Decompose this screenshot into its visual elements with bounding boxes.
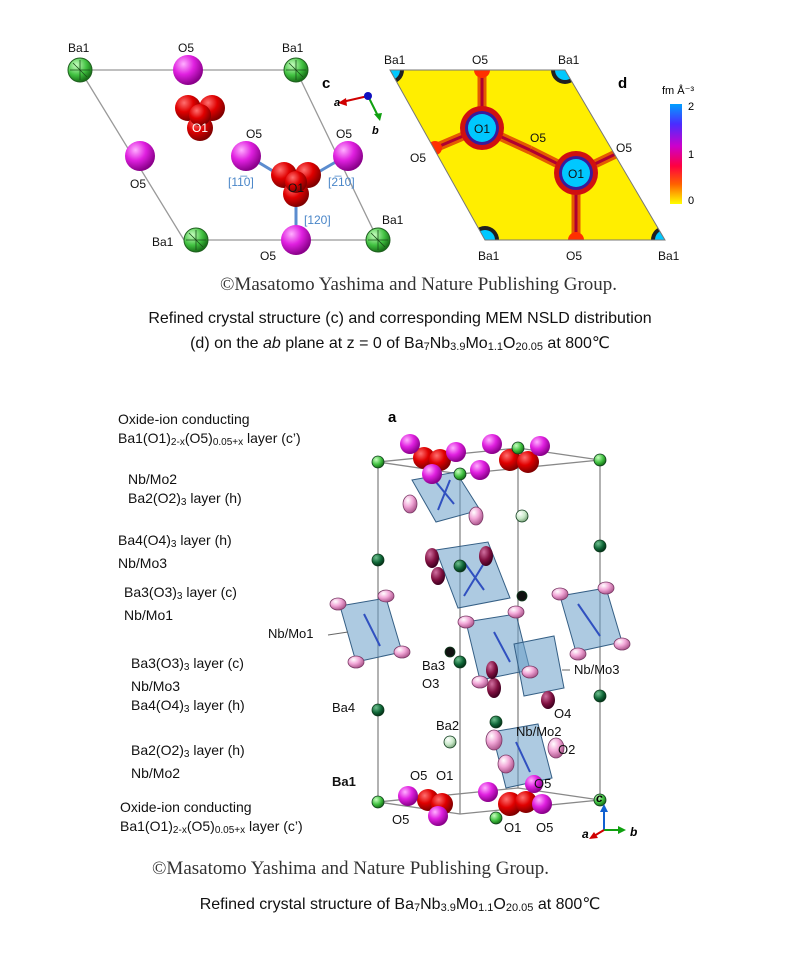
caption-bottom: Refined crystal structure of $Ba_7Nb_{3.9}Mo_{1.1}O_{20.05}$ at 800℃ <box>199 896 601 914</box>
label-o1: O1 <box>436 768 454 783</box>
label-ba1: Ba1 <box>332 774 356 789</box>
colorbar <box>670 104 682 204</box>
label-o2: O2 <box>558 742 576 757</box>
panel-letter-a: a <box>388 409 397 426</box>
axis-label-a: a <box>334 97 341 109</box>
label-nbmo2: Nb/Mo2 <box>516 724 562 739</box>
label-ba1: Ba1 <box>658 249 680 263</box>
label-direction: [2̅10] <box>328 175 355 189</box>
label-ba1: Ba1 <box>558 53 580 67</box>
panel-letter-d: d <box>618 75 628 92</box>
label-o1: O1 <box>288 181 305 195</box>
o5-atom <box>125 141 155 171</box>
layer-label-ba3-top: $Ba3(O3)_3$ layer (c) Nb/Mo1 <box>124 584 237 623</box>
label-o1: O1 <box>568 167 585 181</box>
axis-label-a: a <box>582 827 589 841</box>
label-nbmo3: Nb/Mo3 <box>574 662 620 677</box>
label-o5: O5 <box>530 131 547 145</box>
o5-atom <box>281 225 311 255</box>
label-o1: O1 <box>474 122 491 136</box>
label-o5: O5 <box>566 249 583 263</box>
label-o4: O4 <box>554 706 572 721</box>
label-o5: O5 <box>410 151 427 165</box>
label-o5: O5 <box>130 177 147 191</box>
layer-label-ba2-bottom: $Ba2(O2)_3$ layer (h) Nb/Mo2 <box>131 742 245 781</box>
label-o5: O5 <box>178 41 195 55</box>
label-direction: [120] <box>304 213 331 227</box>
label-ba3: Ba3 <box>422 658 446 673</box>
label-o1: O1 <box>504 820 522 835</box>
colorbar-tick: 2 <box>688 101 695 113</box>
layer-label-c-prime-top: Oxide-ion conducting $Ba1(O1)_{2-x}(O5)_{0.05+x}$ layer (c’) <box>118 411 301 448</box>
colorbar-tick: 1 <box>688 149 695 161</box>
label-o5: O5 <box>392 812 410 827</box>
panel-d-density-map <box>380 50 720 268</box>
panel-c-diagram <box>60 28 404 268</box>
panel-a-structure <box>260 400 660 840</box>
caption-top-line2: (d) on the ab plane at z = 0 of $Ba_7Nb_{3.9}Mo_{1.1}O_{20.05}$ at 800℃ <box>190 335 610 353</box>
ba1-atom <box>184 228 208 252</box>
caption-top-line1: Refined crystal structure (c) and corresponding MEM NSLD distribution <box>148 310 652 327</box>
axis-triad <box>589 804 626 839</box>
o5-atom <box>231 141 261 171</box>
o5-atom <box>333 141 363 171</box>
colorbar-unit: fm Å⁻³ <box>662 85 695 97</box>
panel-letter-c: c <box>322 75 331 92</box>
label-o5: O5 <box>410 768 428 783</box>
axis-triad <box>338 92 382 121</box>
label-ba1: Ba1 <box>152 235 174 249</box>
label-o5: O5 <box>616 141 633 155</box>
label-nbmo1: Nb/Mo1 <box>268 626 314 641</box>
layer-label-c-prime-bottom: Oxide-ion conducting $Ba1(O1)_{2-x}(O5)_{0.05+x}$ layer (c’) <box>120 799 303 836</box>
label-o1: O1 <box>192 121 209 135</box>
axis-label-b: b <box>372 125 379 137</box>
credit-top: ©Masatomo Yashima and Nature Publishing Group. <box>220 274 618 295</box>
label-o5: O5 <box>534 776 552 791</box>
label-ba1: Ba1 <box>478 249 500 263</box>
ba1-atom <box>284 58 308 82</box>
label-o5: O5 <box>472 53 489 67</box>
layer-label-ba3-bottom: $Ba3(O3)_3$ layer (c) Nb/Mo3 $Ba4(O4)_3$ layer (h) <box>131 655 245 715</box>
layer-label-ba2-top: Nb/Mo2 $Ba2(O2)_3$ layer (h) <box>128 471 242 508</box>
label-o3: O3 <box>422 676 440 691</box>
credit-bottom: ©Masatomo Yashima and Nature Publishing Group. <box>152 858 550 879</box>
axis-label-c: c <box>596 791 603 805</box>
label-ba1: Ba1 <box>382 213 404 227</box>
label-o5: O5 <box>536 820 554 835</box>
ba1-atom <box>68 58 92 82</box>
label-ba1: Ba1 <box>384 53 406 67</box>
label-o5: O5 <box>260 249 277 263</box>
label-direction: [11̅0] <box>228 175 254 189</box>
label-o5: O5 <box>336 127 353 141</box>
colorbar-tick: 0 <box>688 195 695 207</box>
layer-label-ba4-top: $Ba4(O4)_3$ layer (h) Nb/Mo3 <box>118 532 232 571</box>
label-o5: O5 <box>246 127 263 141</box>
label-ba1: Ba1 <box>282 41 304 55</box>
label-ba1: Ba1 <box>68 41 90 55</box>
o5-atom <box>173 55 203 85</box>
label-ba2: Ba2 <box>436 718 460 733</box>
axis-label-b: b <box>630 825 638 839</box>
label-ba4: Ba4 <box>332 700 356 715</box>
